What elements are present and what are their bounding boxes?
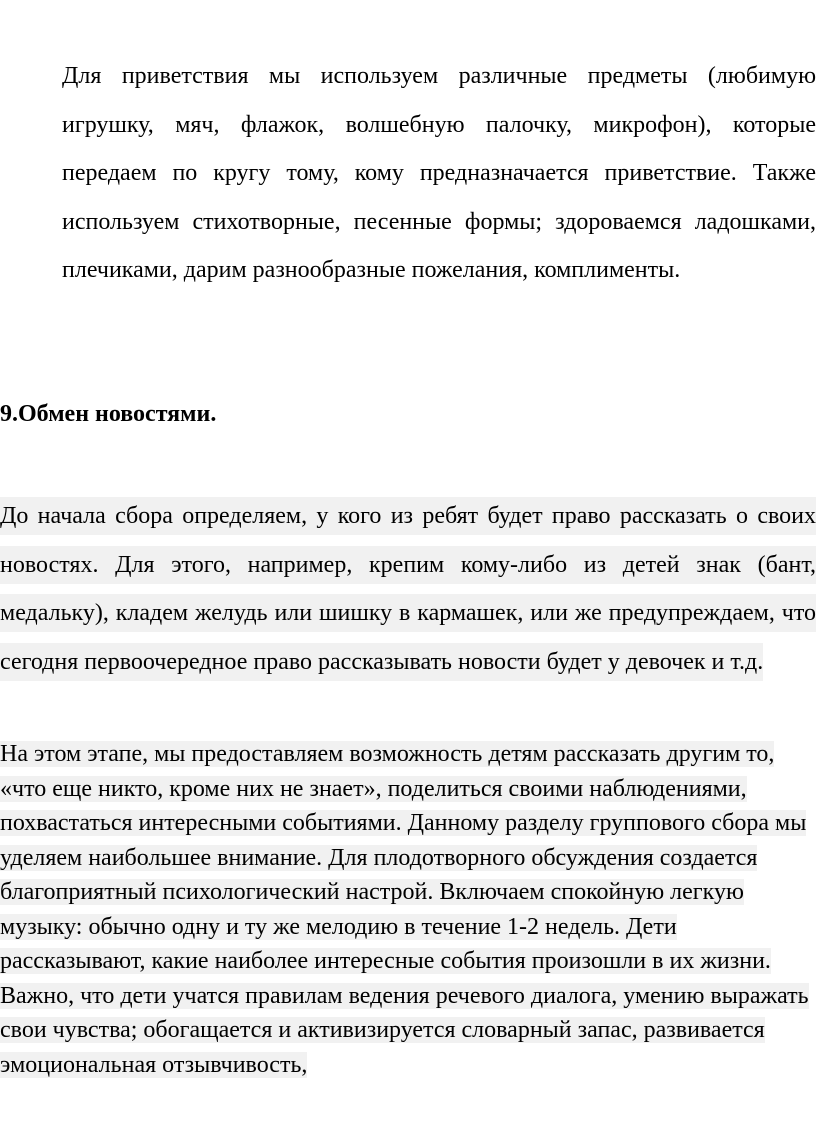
paragraph-news-stage-text: На этом этапе, мы предоставляем возможность детям рассказать другим то, «что еще никто, кроме них не знает», поделиться своими наблюдениями, похвастаться интересными событиями. Данному разделу группового сбора мы уделяем наибольшее внимание. Для плодотворного обсуждения создается благоприятный психологический настрой. Включаем спокойную легкую музыку: обычно одну и ту же мелодию в течение 1-2 недель. Дети рассказывают, какие наиболее интересные события произошли в их жизни. Важно, что дети учатся правилам ведения речевого диалога, умению выражать свои чувства; обогащается и активизируется словарный запас, развивается эмоциональная отзывчивость, <box>0 741 809 1078</box>
section-heading: 9.Обмен новостями. <box>0 401 217 427</box>
paragraph-news-intro <box>0 492 816 686</box>
paragraph-greeting: Для приветствия мы используем различные предметы (любимую игрушку, мяч, флажок, волшебную палочку, микрофон), которые передаем по кругу тому, кому предназначается приветствие. Также используем стихотворные, песенные формы; здороваемся ладошками, плечиками, дарим разнообразные пожелания, комплименты. <box>62 63 816 283</box>
paragraph-news-intro-text: До начала сбора определяем, у кого из ребят будет право рассказать о своих новостях. Для этого, например, крепим кому-либо из детей знак (бант, медальку), кладем желудь или шишку в кармашек, или же предупреждаем, что сегодня первоочередное право рассказывать новости будет у девочек и т.д. <box>0 497 816 681</box>
paragraph-news-stage <box>0 737 816 1082</box>
